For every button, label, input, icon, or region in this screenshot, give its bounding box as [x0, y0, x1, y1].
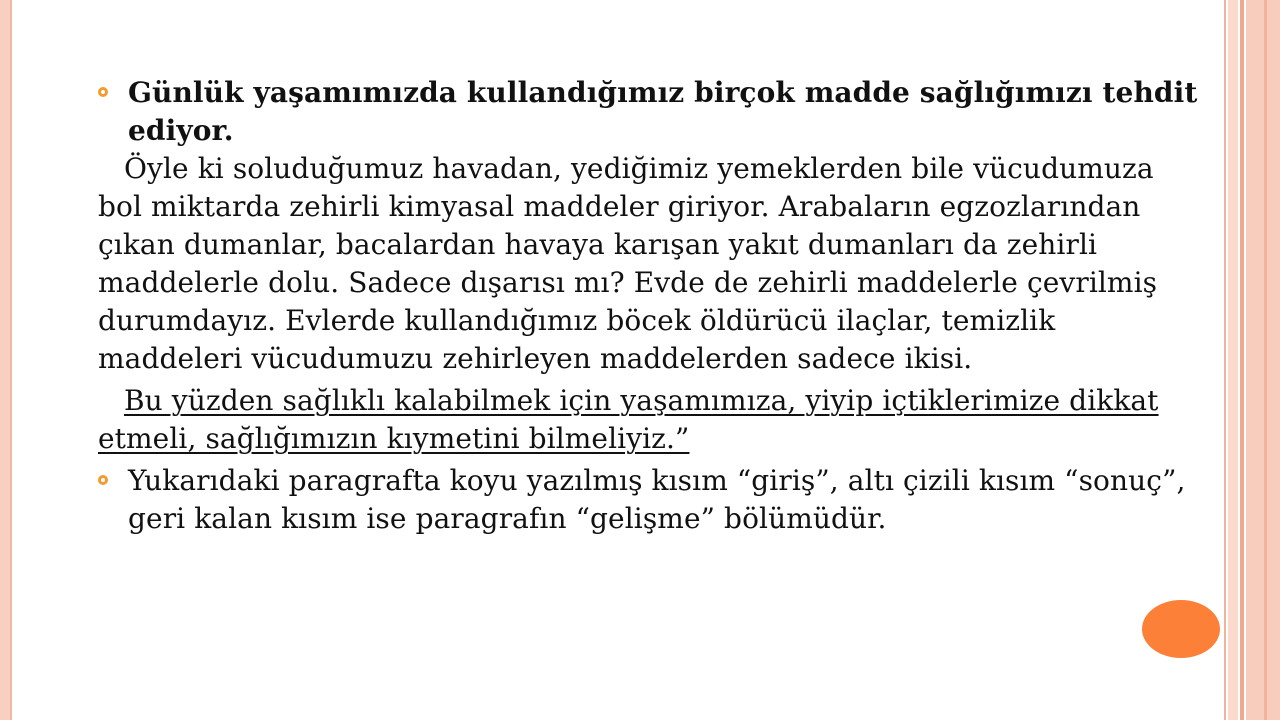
bullet-circle-icon — [98, 475, 108, 485]
bullet-circle-icon — [98, 87, 108, 97]
stripe-line — [1240, 0, 1244, 720]
conclusion-text: Bu yüzden sağlıklı kalabilmek için yaşamımıza, yiyip içtiklerimize dikkat etmeli, sağlığımızın kıymetini bilmeliyiz.” — [98, 384, 1159, 455]
explanation-bullet — [98, 462, 1198, 538]
stripe-line — [1224, 0, 1226, 720]
right-decorative-stripes — [1224, 0, 1280, 720]
conclusion-paragraph — [98, 382, 1198, 458]
explanation-text: Yukarıdaki paragrafta koyu yazılmış kısım “giriş”, altı çizili kısım “sonuç”, geri kalan kısım ise paragrafın “gelişme” bölümüdür. — [128, 464, 1186, 535]
stripe-line — [1264, 0, 1267, 720]
stripe-line — [1228, 0, 1238, 720]
stripe-line — [1246, 0, 1280, 720]
orange-circle-decoration — [1142, 600, 1220, 658]
body-paragraph: Öyle ki soluduğumuz havadan, yediğimiz yemeklerden bile vücudumuza bol miktarda zehirli kimyasal maddeler giriyor. Arabaların egzozlarından çıkan dumanlar, bacalardan havaya karışan yakıt dumanları da zehirli maddelerle dolu. Sadece dışarısı mı? Evde de zehirli maddelerle çevrilmiş durumdayız. Evlerde kullandığımız böcek öldürücü ilaçlar, temizlik maddeleri vücudumuzu zehirleyen maddelerden sadece ikisi. — [98, 152, 1158, 375]
slide-content — [98, 74, 1198, 538]
left-decorative-stripe — [0, 0, 12, 720]
intro-bullet — [98, 74, 1198, 150]
intro-text: Günlük yaşamımızda kullandığımız birçok madde sağlığımızı tehdit ediyor. — [128, 76, 1198, 147]
